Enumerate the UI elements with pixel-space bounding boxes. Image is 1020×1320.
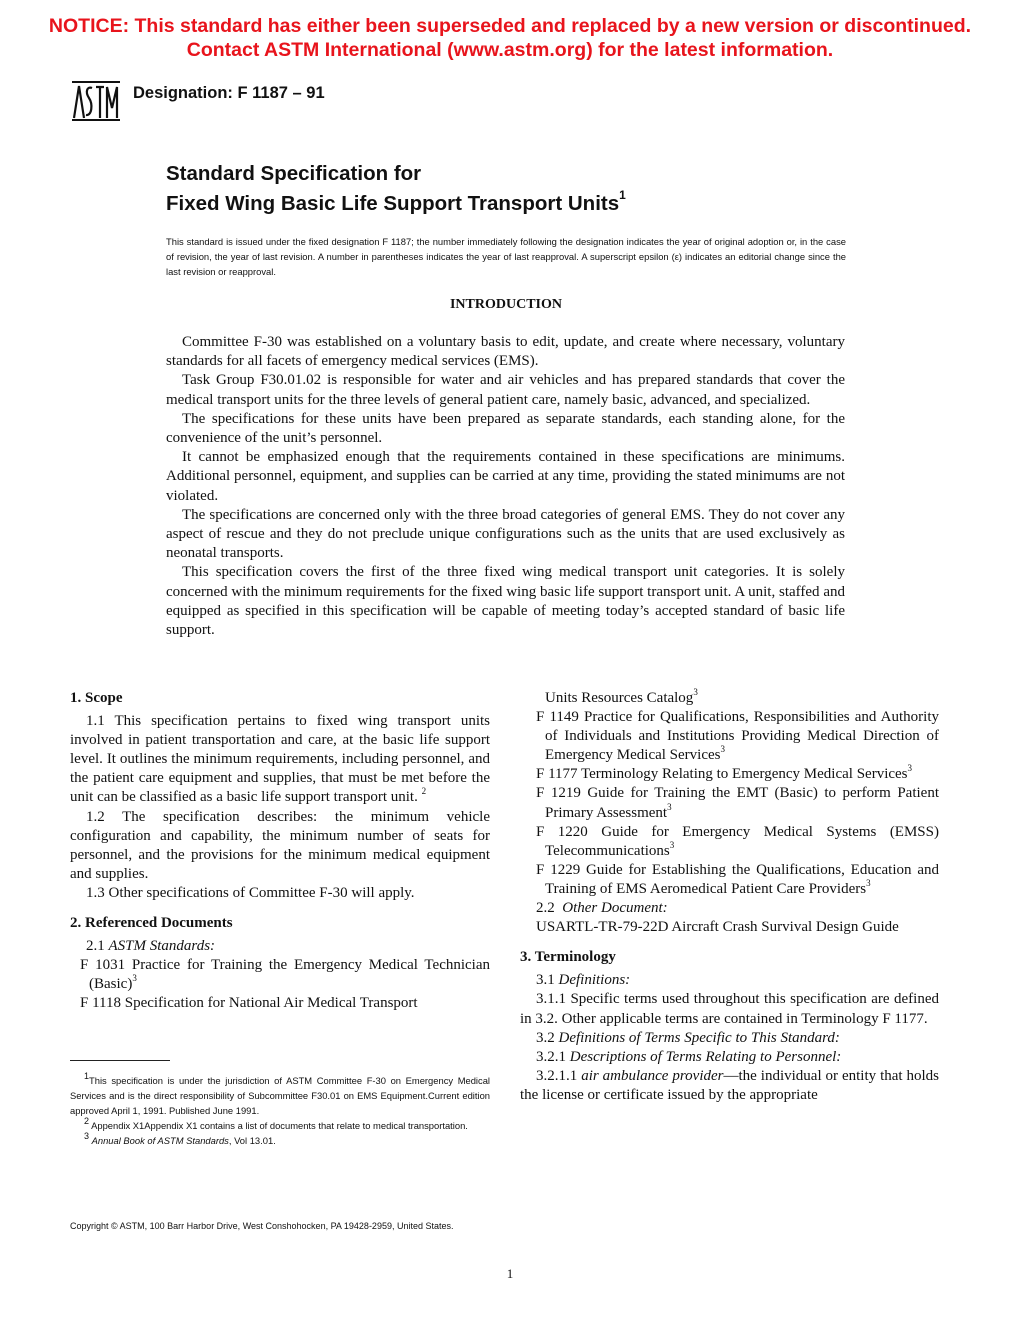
reference-item bbox=[520, 708, 939, 765]
footnote bbox=[70, 1130, 490, 1148]
section-label: Other Document: bbox=[562, 900, 668, 917]
title-line-1: Standard Specification for bbox=[166, 162, 422, 185]
footnotes bbox=[70, 1070, 490, 1148]
footnote-ref[interactable]: 3 bbox=[907, 763, 913, 774]
footnote-text: Appendix X1Appendix X1 contains a list of documents that relate to medical transportation. bbox=[91, 1120, 468, 1131]
copyright: Copyright © ASTM, 100 Barr Harbor Drive, West Conshohocken, PA 19428-2959, United States. bbox=[70, 1221, 454, 1231]
document-title bbox=[166, 162, 626, 216]
reference-text: F 1118 Specification for National Air Medical Transport bbox=[80, 995, 418, 1012]
footnote-mark: 2 bbox=[84, 1115, 90, 1126]
reference-item bbox=[520, 861, 939, 899]
scope-1-1 bbox=[70, 712, 490, 807]
scope-1-3: 1.3 Other specifications of Committee F-30 will apply. bbox=[86, 884, 415, 901]
notice-banner bbox=[0, 14, 1020, 62]
reference-text: F 1220 Guide for Emergency Medical Systems (EMSS) Telecommunications bbox=[536, 823, 939, 859]
footnote-divider bbox=[70, 1060, 170, 1061]
terminology-heading: 3. Terminology bbox=[520, 949, 616, 966]
reference-continuation bbox=[520, 689, 939, 708]
intro-paragraph: The specifications are concerned only with the three broad categories of general EMS. They do not cover any aspect of rescue and they do not preclude unique configurations such as the units that are used exclusively as neonatal transports. bbox=[166, 506, 845, 562]
reference-item bbox=[61, 994, 490, 1013]
page-number: 1 bbox=[506, 1266, 514, 1281]
title-line-2 bbox=[166, 186, 626, 216]
section-label: Descriptions of Terms Relating to Personnel: bbox=[569, 1048, 842, 1065]
reference-text: F 1149 Practice for Qualifications, Responsibilities and Authority of Individuals and Institutions Providing Medical Direction of Emergency Medical Services bbox=[536, 709, 939, 764]
right-column bbox=[520, 689, 939, 1105]
notice-line-1: NOTICE: This standard has either been superseded and replaced by a new version or discontinued. bbox=[48, 15, 972, 37]
reference-item bbox=[520, 823, 939, 861]
introduction-heading: INTRODUCTION bbox=[449, 297, 562, 312]
footnote-ref[interactable]: 3 bbox=[669, 839, 675, 850]
scope-1-2: 1.2 The specification describes: the minimum vehicle configuration and capability, the minimum number of seats for personnel, and the provisions for the minimum medical equipment and supplies. bbox=[70, 808, 490, 882]
reference-text: F 1177 Terminology Relating to Emergency Medical Services bbox=[536, 766, 908, 783]
terminology-3-2-1-1 bbox=[520, 1067, 939, 1105]
issuance-note: This standard is issued under the fixed designation F 1187; the number immediately following the designation indicates the year of original adoption or, in the case of revision, the year of last revision. A number in parentheses indicates the year of last reapproval. A superscript epsilon (ε) indicates an editorial change since the last revision or reapproval. bbox=[166, 236, 846, 277]
scope-heading: 1. Scope bbox=[70, 690, 123, 706]
footnote-ref[interactable]: 3 bbox=[866, 877, 871, 888]
terminology-3-2-1 bbox=[520, 1048, 939, 1067]
reference-text: F 1031 Practice for Training the Emergency Medical Technician (Basic) bbox=[80, 957, 490, 993]
astm-standards-label bbox=[70, 937, 490, 956]
introduction-body bbox=[166, 333, 845, 640]
section-label: Definitions of Terms Specific to This Standard: bbox=[558, 1029, 840, 1046]
intro-paragraph: This specification covers the first of the three fixed wing medical transport unit categories. It is solely concerned with the minimum requirements for the fixed wing basic life support transport unit. A unit, staffed and equipped as specified in this specification will be capable of meeting today’s accepted standard of basic life support. bbox=[166, 564, 845, 639]
terminology-3-2 bbox=[520, 1029, 939, 1048]
title-footnote-mark[interactable]: 1 bbox=[619, 188, 626, 202]
title-line-2-text: Fixed Wing Basic Life Support Transport Units bbox=[166, 191, 620, 215]
intro-paragraph: It cannot be emphasized enough that the requirements contained in these specifications are minimums. Additional personnel, equipment, and supplies can be carried at any time, providing the stated minimums are not violated. bbox=[166, 449, 845, 504]
section-number: 3.2.1.1 bbox=[536, 1067, 578, 1084]
footnote-text: , Vol 13.01. bbox=[228, 1135, 276, 1146]
footnote-ref[interactable]: 3 bbox=[693, 687, 698, 697]
intro-paragraph: The specifications for these units have been prepared as separate standards, each standing alone, for the convenience of the unit’s personnel. bbox=[166, 410, 845, 447]
notice-line-2: Contact ASTM International (www.astm.org) for the latest information. bbox=[186, 39, 834, 61]
other-document-label bbox=[520, 899, 939, 918]
reference-item bbox=[61, 956, 490, 994]
footnote-mark: 1 bbox=[84, 1070, 90, 1081]
other-document: USARTL-TR-79-22D Aircraft Crash Survival Design Guide bbox=[536, 919, 899, 936]
reference-text: Units Resources Catalog bbox=[545, 690, 694, 706]
footnote bbox=[70, 1115, 490, 1133]
definition-text: —the individual or entity that holds the license or certificate issued by the appropriate bbox=[520, 1067, 940, 1103]
section-number: 3.2.1 bbox=[536, 1048, 566, 1065]
section-number: 3.2 bbox=[536, 1029, 555, 1046]
footnote-mark: 3 bbox=[84, 1130, 90, 1141]
section-number: 2.1 bbox=[86, 938, 105, 955]
reference-item bbox=[520, 765, 939, 784]
footnote-ref[interactable]: 2 bbox=[421, 786, 427, 797]
footnote-ref[interactable]: 3 bbox=[132, 973, 137, 984]
reference-text: F 1229 Guide for Establishing the Qualifications, Education and Training of EMS Aeromedical Patient Care Providers bbox=[536, 861, 939, 897]
section-number: 3.1 bbox=[536, 972, 555, 989]
references-heading: 2. Referenced Documents bbox=[70, 915, 233, 932]
astm-logo-icon bbox=[70, 78, 122, 124]
left-column bbox=[70, 689, 490, 1014]
footnote bbox=[70, 1070, 490, 1118]
footnote-ref[interactable]: 3 bbox=[667, 801, 672, 812]
footnote-source: Annual Book of ASTM Standards bbox=[91, 1135, 229, 1146]
reference-item bbox=[520, 784, 939, 822]
scope-1-1-text: 1.1 This specification pertains to fixed wing transport units involved in patient transportation and care, at the basic life support level. It outlines the minimum requirements, including personnel, and the patient care equipment and supplies, that must be met before the unit can be classified as a basic life support transport unit. bbox=[70, 713, 490, 806]
footnote-text: This specification is under the jurisdiction of ASTM Committee F-30 on Emergency Medical Services and is the direct responsibility of Subcommittee F30.01 on EMS Equipment.Current edition approved April 1, 1991. Published June 1991. bbox=[70, 1075, 490, 1116]
terminology-3-1 bbox=[520, 971, 939, 990]
reference-text: F 1219 Guide for Training the EMT (Basic) to perform Patient Primary Assessment bbox=[536, 785, 939, 821]
section-number: 2.2 bbox=[536, 900, 555, 917]
defined-term: air ambulance provider bbox=[581, 1067, 724, 1084]
terminology-3-1-1: 3.1.1 Specific terms used throughout this specification are defined in 3.2. Other applicable terms are contained in Terminology F 1177. bbox=[520, 991, 939, 1027]
section-label: ASTM Standards: bbox=[108, 938, 216, 955]
footnote-ref[interactable]: 3 bbox=[720, 744, 725, 755]
section-label: Definitions: bbox=[558, 972, 631, 989]
intro-paragraph: Committee F-30 was established on a voluntary basis to edit, update, and create where necessary, voluntary standards for all facets of emergency medical services (EMS). bbox=[166, 334, 845, 370]
designation: Designation: F 1187 – 91 bbox=[133, 84, 325, 102]
intro-paragraph: Task Group F30.01.02 is responsible for water and air vehicles and has prepared standards that cover the medical transport units for the three levels of general patient care, namely basic, advanced, and specialized. bbox=[166, 372, 845, 408]
